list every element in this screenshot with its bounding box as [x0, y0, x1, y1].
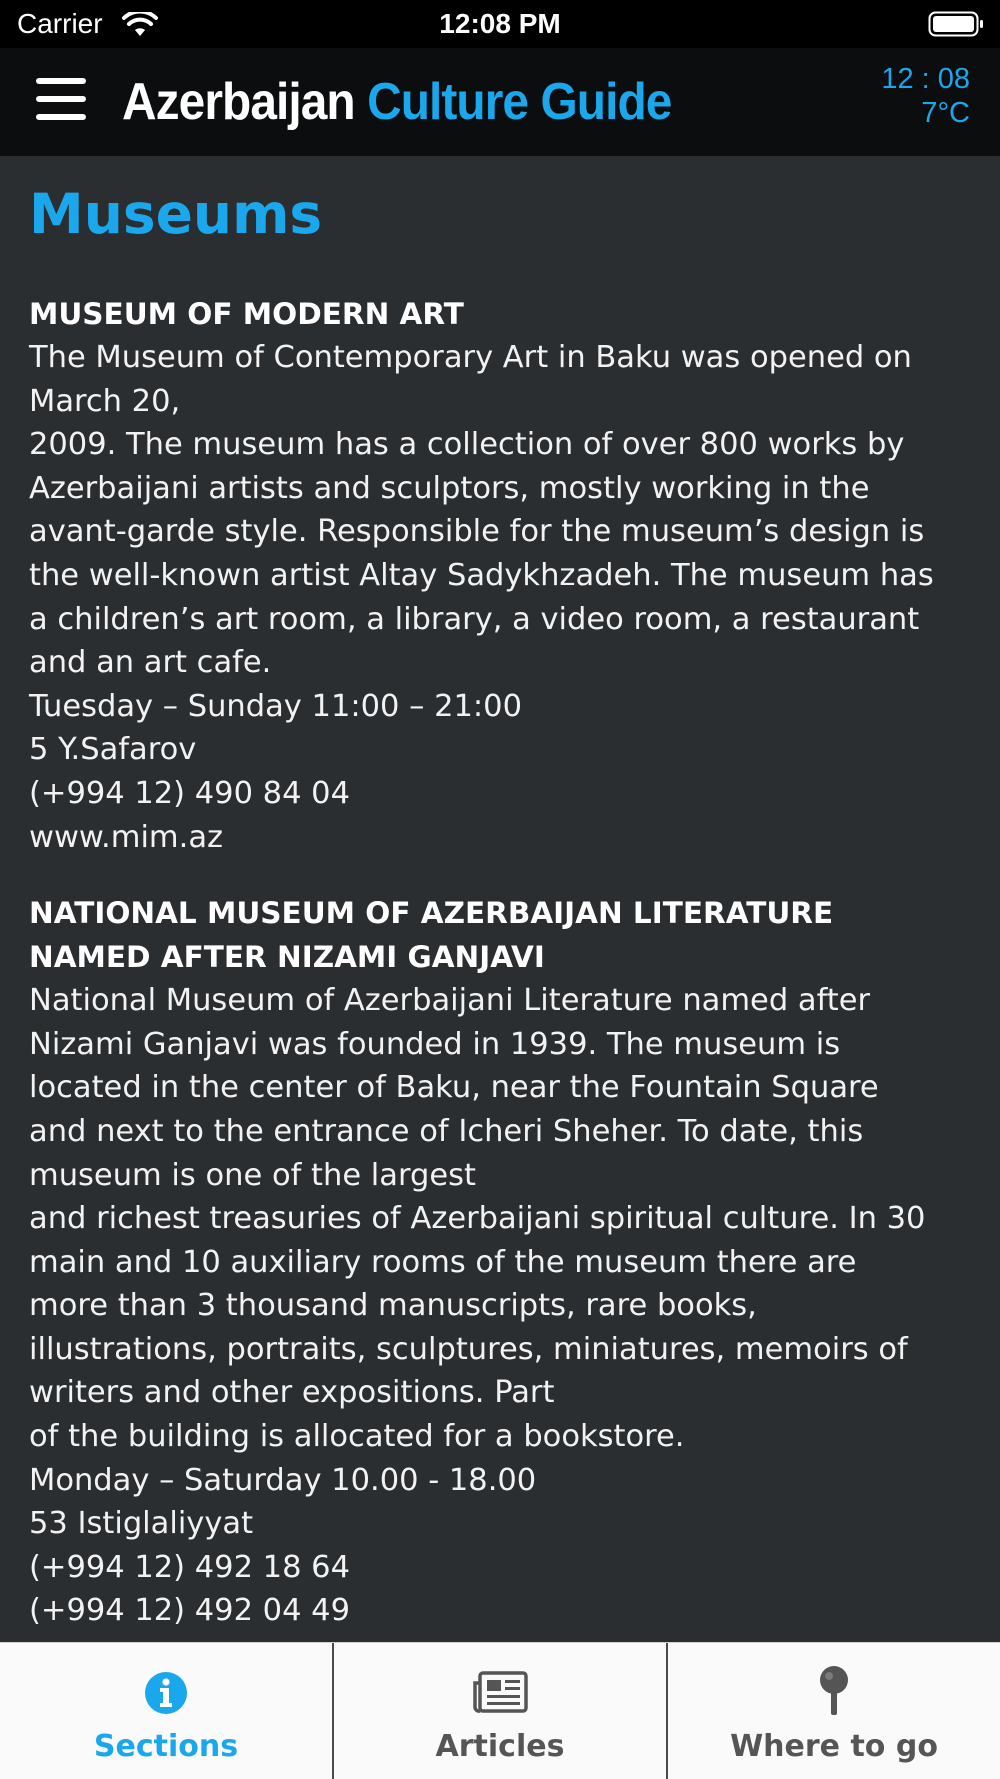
content-scroll-area[interactable]	[0, 156, 1000, 1642]
app-title-part2: Culture Guide	[367, 73, 672, 131]
tab-articles-label: Articles	[435, 1729, 565, 1764]
tab-where-to-go[interactable]	[668, 1643, 1000, 1779]
museum-phone[interactable]: (+994 12) 492 18 64	[29, 1549, 350, 1585]
museum-phone[interactable]: (+994 12) 492 04 49	[29, 1593, 350, 1629]
hamburger-icon-bar	[36, 78, 86, 84]
museum-entry	[29, 891, 979, 1633]
museum-website-link[interactable]: www.mim.az	[29, 819, 224, 855]
newspaper-icon	[472, 1671, 528, 1713]
tab-articles[interactable]	[334, 1643, 668, 1779]
battery-icon	[928, 11, 984, 37]
museum-address: 5 Y.Safarov	[29, 732, 197, 768]
tab-where-to-go-label: Where to go	[730, 1729, 938, 1764]
header-clock: 12 : 08	[881, 63, 970, 95]
status-time: 12:08 PM	[439, 8, 561, 39]
museum-description: National Museum of Azerbaijani Literature named after Nizami Ganjavi was founded in 1939. The museum is located in the center of Baku, near the Fountain Square and next to the entrance of Icheri Sheher. To date, this museum is one of the largest and richest treasuries of Azerbaijani spiritual culture. In 30 main and 10 auxiliary rooms of the museum there are more than 3 thousand manuscripts, rare books, illustrations, portraits, sculptures, miniatures, memoirs of writers and other expositions. Part of the building is allocated for a bookstore.	[29, 983, 926, 1455]
museum-hours: Tuesday – Sunday 11:00 – 21:00	[29, 688, 522, 724]
tab-sections-label: Sections	[93, 1729, 239, 1764]
museum-hours: Monday – Saturday 10.00 - 18.00	[29, 1462, 537, 1498]
museum-name: MUSEUM OF MODERN ART	[29, 297, 464, 331]
museum-phone[interactable]: (+994 12) 490 84 04	[29, 775, 350, 811]
museum-list	[29, 292, 979, 1642]
hamburger-icon-bar	[36, 114, 86, 120]
header-temperature: 7°C	[921, 97, 970, 129]
info-icon	[144, 1671, 188, 1715]
museum-address: 53 Istiglaliyyat	[29, 1506, 254, 1542]
page-title: Museums	[29, 182, 323, 246]
museum-name: NATIONAL MUSEUM OF AZERBAIJAN LITERATURE NAMED AFTER NIZAMI GANJAVI	[29, 896, 834, 975]
tab-sections[interactable]	[0, 1643, 334, 1779]
carrier-label: Carrier	[17, 8, 103, 39]
map-pin-icon	[817, 1665, 851, 1717]
tab-bar	[0, 1642, 1000, 1779]
header-info	[881, 62, 970, 130]
app-title	[122, 72, 671, 132]
museum-entry	[29, 292, 979, 859]
status-bar	[0, 0, 1000, 48]
menu-button[interactable]	[36, 78, 86, 124]
hamburger-icon-bar	[36, 96, 86, 102]
museum-description: The Museum of Contemporary Art in Baku was opened on March 20, 2009. The museum has a collection of over 800 works by Azerbaijani artists and sculptors, mostly working in the avant-garde style. Responsible for the museum’s design is the well-known artist Altay Sadykhzadeh. The museum has a children’s art room, a library, a video room, a restaurant and an art cafe.	[29, 340, 934, 681]
app-header	[0, 48, 1000, 156]
app-title-part1: Azerbaijan	[122, 73, 355, 131]
